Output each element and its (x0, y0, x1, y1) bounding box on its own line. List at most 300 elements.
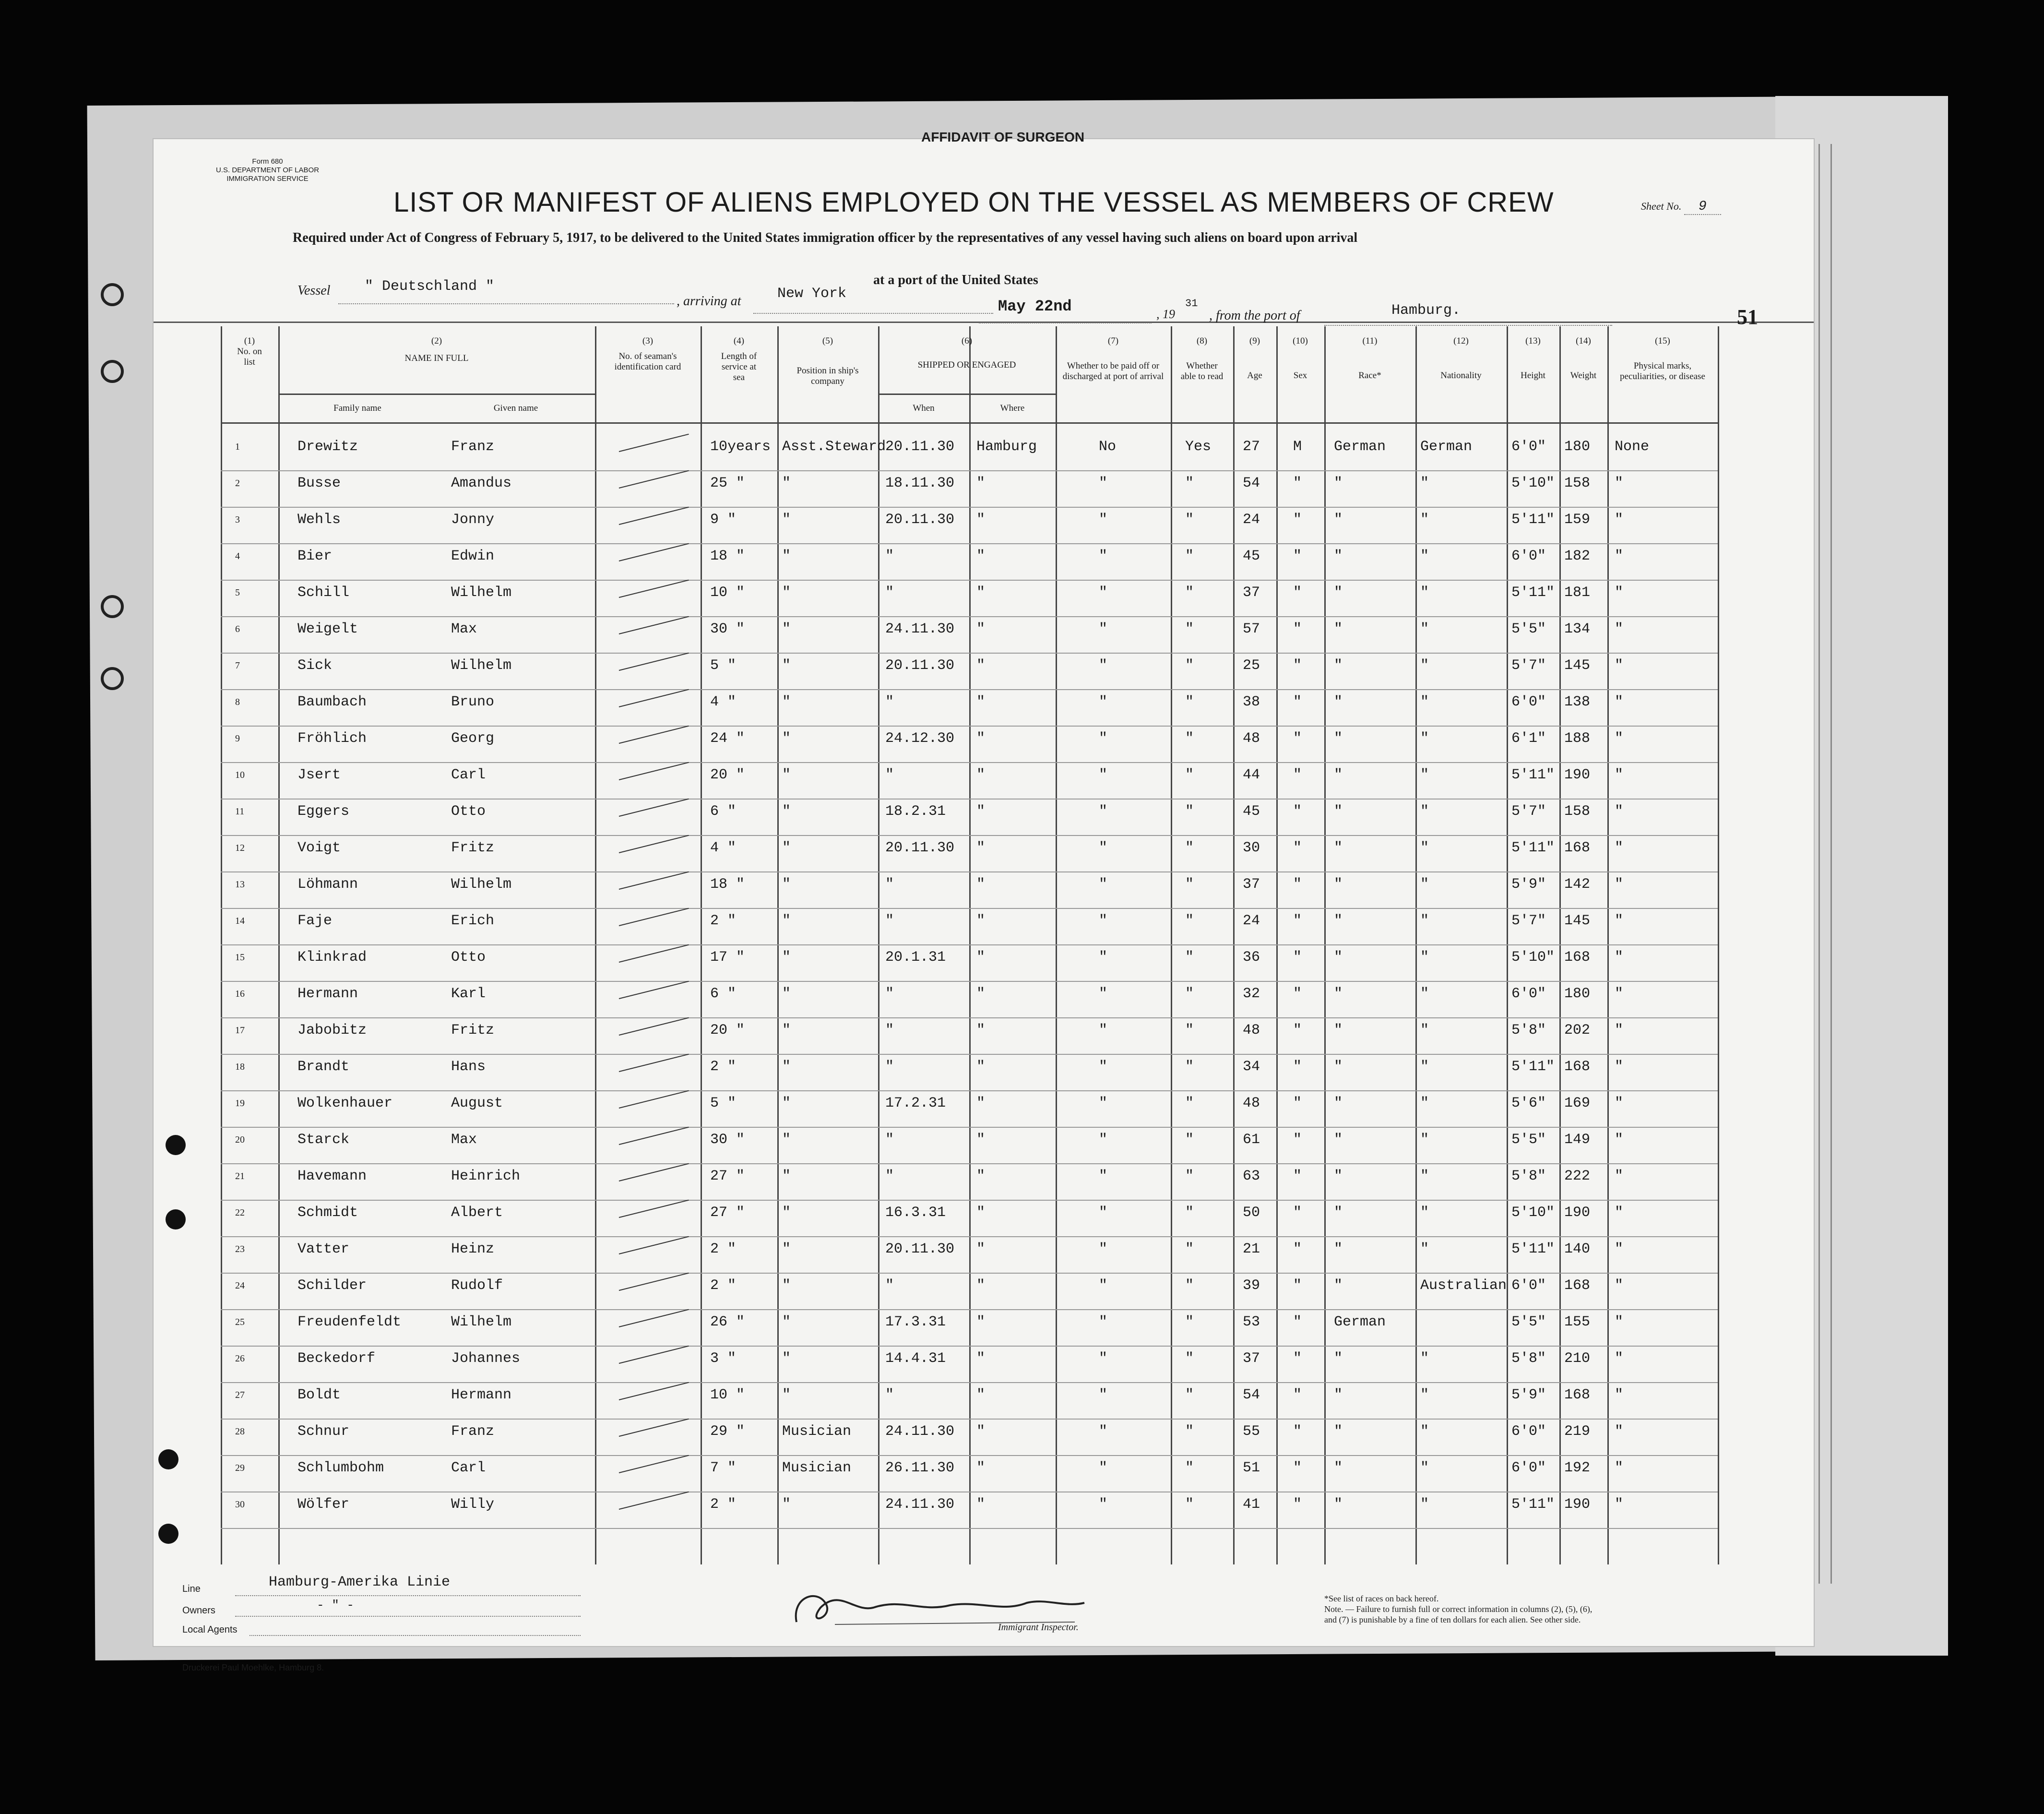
row-physical-marks: None (1615, 439, 1650, 455)
id-card-check-mark (619, 1455, 689, 1473)
row-able-to-read: " (1185, 913, 1194, 929)
row-row-number: 4 (235, 551, 240, 561)
row-weight: 168 (1564, 1059, 1591, 1075)
row-able-to-read: " (1185, 1095, 1194, 1111)
row-row-number: 18 (235, 1062, 245, 1072)
row-race: " (1334, 803, 1343, 820)
row-paid-off: " (1099, 840, 1108, 856)
row-row-number: 29 (235, 1463, 245, 1473)
row-position: " (782, 621, 791, 637)
row-sex: " (1293, 1168, 1302, 1184)
row-given-name: Amandus (451, 475, 512, 491)
row-given-name: Bruno (451, 694, 495, 710)
row-height: 5'7" (1511, 913, 1546, 929)
row-shipped-when: 17.3.31 (885, 1314, 946, 1330)
row-weight: 190 (1564, 767, 1591, 783)
row-nationality: " (1420, 657, 1429, 674)
row-family-name: Boldt (297, 1387, 341, 1403)
manifest-sheet (154, 130, 1814, 1672)
row-able-to-read: " (1185, 1132, 1194, 1148)
row-given-name: Hermann (451, 1387, 512, 1403)
row-row-number: 20 (235, 1134, 245, 1145)
row-given-name: Karl (451, 986, 486, 1002)
row-service-length: 30 " (710, 621, 745, 637)
row-row-number: 30 (235, 1499, 245, 1510)
row-nationality: " (1420, 1350, 1429, 1367)
row-age: 21 (1243, 1241, 1260, 1257)
row-height: 6'0" (1511, 986, 1546, 1002)
row-height: 5'8" (1511, 1168, 1546, 1184)
row-row-number: 11 (235, 806, 245, 817)
row-race: " (1334, 1496, 1343, 1513)
row-weight: 210 (1564, 1350, 1591, 1367)
row-family-name: Jsert (297, 767, 341, 783)
col-paidoff-header: (7) Whether to be paid off or discharged at port of arrival (1062, 336, 1164, 382)
row-age: 41 (1243, 1496, 1260, 1513)
row-family-name: Schill (297, 585, 350, 601)
row-race: " (1334, 1277, 1343, 1294)
id-card-check-mark (619, 981, 689, 999)
row-shipped-where: " (976, 475, 986, 491)
row-sex: " (1293, 1059, 1302, 1075)
punch-hole (158, 1524, 178, 1544)
row-physical-marks: " (1615, 657, 1624, 674)
row-sex: " (1293, 803, 1302, 820)
row-position: " (782, 1350, 791, 1367)
row-age: 37 (1243, 585, 1260, 601)
row-race: " (1334, 1132, 1343, 1148)
id-card-check-mark (619, 799, 689, 817)
row-nationality: " (1420, 694, 1429, 710)
row-family-name: Schilder (297, 1277, 367, 1294)
row-service-length: 7 " (710, 1460, 737, 1476)
row-row-number: 7 (235, 660, 240, 671)
row-row-number: 10 (235, 770, 245, 780)
row-height: 5'8" (1511, 1350, 1546, 1367)
punch-hole (166, 1209, 186, 1229)
row-service-length: 2 " (710, 1241, 737, 1257)
row-able-to-read: " (1185, 1350, 1194, 1367)
row-family-name: Jabobitz (297, 1022, 367, 1038)
row-physical-marks: " (1615, 840, 1624, 856)
row-row-number: 1 (235, 442, 240, 452)
row-row-number: 28 (235, 1426, 245, 1437)
row-shipped-where: Hamburg (976, 439, 1037, 455)
row-shipped-where: " (976, 913, 986, 929)
row-age: 24 (1243, 512, 1260, 528)
row-physical-marks: " (1615, 1277, 1624, 1294)
row-sex: " (1293, 657, 1302, 674)
row-nationality: " (1420, 512, 1429, 528)
row-shipped-where: " (976, 730, 986, 747)
row-age: 55 (1243, 1423, 1260, 1440)
row-able-to-read: " (1185, 694, 1194, 710)
row-sex: " (1293, 1460, 1302, 1476)
row-position: Asst.Steward (782, 439, 886, 455)
row-given-name: Albert (451, 1205, 503, 1221)
row-height: 6'0" (1511, 548, 1546, 564)
row-able-to-read: " (1185, 730, 1194, 747)
row-physical-marks: " (1615, 803, 1624, 820)
row-given-name: Carl (451, 1460, 486, 1476)
row-paid-off: " (1099, 767, 1108, 783)
row-able-to-read: " (1185, 767, 1194, 783)
row-sex: " (1293, 1277, 1302, 1294)
col-when-header: When (913, 403, 935, 413)
id-card-check-mark (619, 1200, 689, 1218)
row-sex: " (1293, 694, 1302, 710)
row-weight: 145 (1564, 657, 1591, 674)
row-age: 32 (1243, 986, 1260, 1002)
row-service-length: 3 " (710, 1350, 737, 1367)
row-weight: 168 (1564, 1387, 1591, 1403)
row-family-name: Fröhlich (297, 730, 367, 747)
row-age: 57 (1243, 621, 1260, 637)
page-title: LIST OR MANIFEST OF ALIENS EMPLOYED ON THE VESSEL AS MEMBERS OF CREW (393, 187, 1554, 218)
row-race: " (1334, 730, 1343, 747)
row-family-name: Löhmann (297, 876, 358, 893)
row-shipped-when: 20.11.30 (885, 439, 955, 455)
row-nationality: " (1420, 1168, 1429, 1184)
id-card-check-mark (619, 726, 689, 744)
row-shipped-when: 26.11.30 (885, 1460, 955, 1476)
row-race: " (1334, 1387, 1343, 1403)
id-card-check-mark (619, 470, 689, 489)
row-shipped-when: " (885, 767, 894, 783)
row-height: 5'7" (1511, 803, 1546, 820)
row-height: 6'1" (1511, 730, 1546, 747)
col-read-header: (8) Whether able to read (1180, 336, 1224, 382)
row-given-name: Rudolf (451, 1277, 503, 1294)
row-shipped-where: " (976, 1423, 986, 1440)
row-position: " (782, 512, 791, 528)
row-service-length: 18 " (710, 548, 745, 564)
row-weight: 169 (1564, 1095, 1591, 1111)
row-shipped-where: " (976, 767, 986, 783)
row-sex: " (1293, 730, 1302, 747)
agents-label: Local Agents (182, 1624, 238, 1635)
row-sex: " (1293, 1095, 1302, 1111)
row-given-name: Wilhelm (451, 876, 512, 893)
row-service-length: 6 " (710, 803, 737, 820)
row-given-name: Hans (451, 1059, 486, 1075)
row-service-length: 4 " (710, 694, 737, 710)
row-race: " (1334, 1205, 1343, 1221)
row-service-length: 30 " (710, 1132, 745, 1148)
row-shipped-when: 14.4.31 (885, 1350, 946, 1367)
row-shipped-when: 24.11.30 (885, 1423, 955, 1440)
row-paid-off: " (1099, 1277, 1108, 1294)
row-position: " (782, 1277, 791, 1294)
row-sex: " (1293, 1387, 1302, 1403)
binder-ring (101, 360, 124, 383)
row-height: 5'11" (1511, 767, 1555, 783)
row-sex: " (1293, 767, 1302, 783)
row-family-name: Sick (297, 657, 333, 674)
row-shipped-when: " (885, 876, 894, 893)
row-able-to-read: " (1185, 1314, 1194, 1330)
row-paid-off: " (1099, 1095, 1108, 1111)
row-sex: " (1293, 1205, 1302, 1221)
col-shipped-header: (6) SHIPPED OR ENGAGED (917, 336, 1016, 370)
row-able-to-read: " (1185, 1168, 1194, 1184)
row-race: " (1334, 1460, 1343, 1476)
row-position: " (782, 803, 791, 820)
row-physical-marks: " (1615, 1168, 1624, 1184)
row-row-number: 6 (235, 624, 240, 634)
col-sex-header: (10) Sex (1293, 336, 1308, 381)
row-shipped-where: " (976, 1095, 986, 1111)
id-card-check-mark (619, 908, 689, 926)
row-nationality: " (1420, 1205, 1429, 1221)
row-race: " (1334, 1095, 1343, 1111)
department: U.S. DEPARTMENT OF LABOR (216, 166, 320, 174)
row-nationality: German (1420, 439, 1473, 455)
row-paid-off: " (1099, 621, 1108, 637)
row-row-number: 8 (235, 697, 240, 707)
row-able-to-read: " (1185, 1460, 1194, 1476)
row-position: " (782, 548, 791, 564)
id-card-check-mark (619, 580, 689, 598)
row-family-name: Beckedorf (297, 1350, 376, 1367)
row-shipped-when: 24.11.30 (885, 621, 955, 637)
row-row-number: 21 (235, 1171, 245, 1181)
id-card-check-mark (619, 871, 689, 890)
row-nationality: " (1420, 730, 1429, 747)
row-shipped-where: " (976, 949, 986, 966)
col-family-header: Family name (333, 403, 381, 413)
id-card-check-mark (619, 507, 689, 525)
row-position: " (782, 694, 791, 710)
row-able-to-read: " (1185, 986, 1194, 1002)
row-shipped-where: " (976, 694, 986, 710)
row-physical-marks: " (1615, 986, 1624, 1002)
row-family-name: Eggers (297, 803, 350, 820)
row-paid-off: " (1099, 1059, 1108, 1075)
col-position-header: (5) Position in ship's company (796, 336, 859, 386)
row-given-name: Max (451, 621, 477, 637)
row-shipped-where: " (976, 548, 986, 564)
id-card-check-mark (619, 944, 689, 963)
row-row-number: 22 (235, 1207, 245, 1218)
row-race: German (1334, 439, 1386, 455)
row-service-length: 25 " (710, 475, 745, 491)
row-physical-marks: " (1615, 767, 1624, 783)
punch-hole (166, 1135, 186, 1155)
row-age: 54 (1243, 1387, 1260, 1403)
row-shipped-when: " (885, 913, 894, 929)
row-paid-off: " (1099, 1314, 1108, 1330)
row-race: " (1334, 512, 1343, 528)
row-service-length: 20 " (710, 1022, 745, 1038)
row-able-to-read: " (1185, 1241, 1194, 1257)
row-shipped-when: " (885, 1132, 894, 1148)
row-given-name: Otto (451, 949, 486, 966)
punch-hole (158, 1449, 178, 1469)
row-able-to-read: " (1185, 1423, 1194, 1440)
row-sex: " (1293, 475, 1302, 491)
row-shipped-when: " (885, 585, 894, 601)
row-service-length: 2 " (710, 913, 737, 929)
row-weight: 149 (1564, 1132, 1591, 1148)
arrival-date: May 22nd (998, 298, 1072, 315)
row-row-number: 19 (235, 1098, 245, 1109)
row-given-name: Johannes (451, 1350, 521, 1367)
row-paid-off: " (1099, 1460, 1108, 1476)
row-shipped-when: " (885, 1277, 894, 1294)
row-family-name: Wolkenhauer (297, 1095, 393, 1111)
row-paid-off: " (1099, 1350, 1108, 1367)
vessel-name: " Deutschland " (365, 278, 495, 295)
row-age: 53 (1243, 1314, 1260, 1330)
row-position: " (782, 1241, 791, 1257)
row-family-name: Wehls (297, 512, 341, 528)
row-row-number: 9 (235, 733, 240, 744)
row-sex: M (1293, 439, 1302, 455)
row-weight: 202 (1564, 1022, 1591, 1038)
row-nationality: " (1420, 876, 1429, 893)
id-card-check-mark (619, 1127, 689, 1145)
affidavit-heading: AFFIDAVIT OF SURGEON (921, 130, 1085, 144)
row-height: 5'10" (1511, 1205, 1555, 1221)
row-position: " (782, 1168, 791, 1184)
row-family-name: Faje (297, 913, 333, 929)
row-service-length: 29 " (710, 1423, 745, 1440)
row-nationality: " (1420, 1423, 1429, 1440)
row-shipped-when: 17.2.31 (885, 1095, 946, 1111)
id-card-check-mark (619, 543, 689, 561)
row-shipped-when: " (885, 1059, 894, 1075)
row-weight: 181 (1564, 585, 1591, 601)
row-paid-off: " (1099, 986, 1108, 1002)
row-row-number: 24 (235, 1280, 245, 1291)
id-card-check-mark (619, 1273, 689, 1291)
row-weight: 182 (1564, 548, 1591, 564)
row-able-to-read: " (1185, 949, 1194, 966)
row-age: 37 (1243, 1350, 1260, 1367)
row-family-name: Baumbach (297, 694, 367, 710)
row-sex: " (1293, 548, 1302, 564)
row-shipped-when: 24.12.30 (885, 730, 955, 747)
row-height: 5'11" (1511, 1241, 1555, 1257)
row-weight: 140 (1564, 1241, 1591, 1257)
row-given-name: Willy (451, 1496, 495, 1513)
arrival-year: 31 (1185, 298, 1198, 310)
row-shipped-where: " (976, 657, 986, 674)
row-able-to-read: " (1185, 1496, 1194, 1513)
row-given-name: Max (451, 1132, 477, 1148)
row-paid-off: " (1099, 1496, 1108, 1513)
row-physical-marks: " (1615, 1350, 1624, 1367)
row-paid-off: " (1099, 1132, 1108, 1148)
row-physical-marks: " (1615, 475, 1624, 491)
row-given-name: Erich (451, 913, 495, 929)
row-nationality: " (1420, 585, 1429, 601)
row-shipped-when: 18.2.31 (885, 803, 946, 820)
row-physical-marks: " (1615, 512, 1624, 528)
row-nationality: " (1420, 1059, 1429, 1075)
row-given-name: Franz (451, 439, 495, 455)
row-physical-marks: " (1615, 1460, 1624, 1476)
row-sex: " (1293, 913, 1302, 929)
row-position: " (782, 840, 791, 856)
row-row-number: 26 (235, 1353, 245, 1364)
binder-ring (101, 283, 124, 306)
row-paid-off: " (1099, 1205, 1108, 1221)
row-race: " (1334, 585, 1343, 601)
row-row-number: 3 (235, 514, 240, 525)
row-age: 45 (1243, 548, 1260, 564)
binder-ring (101, 595, 124, 618)
row-physical-marks: " (1615, 876, 1624, 893)
row-physical-marks: " (1615, 730, 1624, 747)
row-physical-marks: " (1615, 621, 1624, 637)
row-race: " (1334, 1168, 1343, 1184)
row-height: 5'8" (1511, 1022, 1546, 1038)
row-family-name: Hermann (297, 986, 358, 1002)
year-prefix: , 19 (1156, 307, 1175, 321)
row-height: 6'0" (1511, 439, 1546, 455)
row-height: 6'0" (1511, 1277, 1546, 1294)
row-row-number: 25 (235, 1317, 245, 1327)
id-card-check-mark (619, 1236, 689, 1254)
row-service-length: 10 " (710, 1387, 745, 1403)
departure-port: Hamburg. (1391, 302, 1461, 319)
row-shipped-when: " (885, 1168, 894, 1184)
col-height-header: (13) Height (1521, 336, 1545, 381)
col-weight-header: (14) Weight (1570, 336, 1597, 381)
id-card-check-mark (619, 1090, 689, 1109)
id-card-check-mark (619, 1382, 689, 1400)
row-race: " (1334, 876, 1343, 893)
row-paid-off: " (1099, 657, 1108, 674)
row-nationality: " (1420, 803, 1429, 820)
row-weight: 134 (1564, 621, 1591, 637)
row-position: " (782, 1022, 791, 1038)
row-paid-off: " (1099, 585, 1108, 601)
row-paid-off: " (1099, 512, 1108, 528)
row-height: 5'11" (1511, 840, 1555, 856)
row-shipped-where: " (976, 1277, 986, 1294)
row-physical-marks: " (1615, 1496, 1624, 1513)
row-height: 5'10" (1511, 949, 1555, 966)
id-card-check-mark (619, 1163, 689, 1181)
row-age: 50 (1243, 1205, 1260, 1221)
row-shipped-where: " (976, 585, 986, 601)
id-card-check-mark (619, 1017, 689, 1036)
footer-note: *See list of races on back hereof. Note. — Failure to furnish full or correct information in columns (2), (5), (6), and (7) is punishable by a fine of ten dollars for each alien. See other side. (1324, 1594, 1592, 1624)
row-family-name: Wölfer (297, 1496, 350, 1513)
row-service-length: 27 " (710, 1168, 745, 1184)
row-row-number: 16 (235, 989, 245, 999)
row-row-number: 14 (235, 916, 245, 926)
row-paid-off: " (1099, 949, 1108, 966)
row-physical-marks: " (1615, 548, 1624, 564)
row-shipped-when: 20.11.30 (885, 1241, 955, 1257)
printer-credit: Druckerei Paul Moehlke, Hamburg 8. (182, 1663, 324, 1672)
row-position: " (782, 1387, 791, 1403)
row-service-length: 9 " (710, 512, 737, 528)
row-physical-marks: " (1615, 1095, 1624, 1111)
row-family-name: Weigelt (297, 621, 358, 637)
row-race: " (1334, 621, 1343, 637)
row-given-name: August (451, 1095, 503, 1111)
inspector-label: Immigrant Inspector. (998, 1622, 1079, 1633)
row-paid-off: " (1099, 876, 1108, 893)
row-shipped-when: " (885, 1022, 894, 1038)
row-able-to-read: " (1185, 1277, 1194, 1294)
row-nationality: " (1420, 913, 1429, 929)
